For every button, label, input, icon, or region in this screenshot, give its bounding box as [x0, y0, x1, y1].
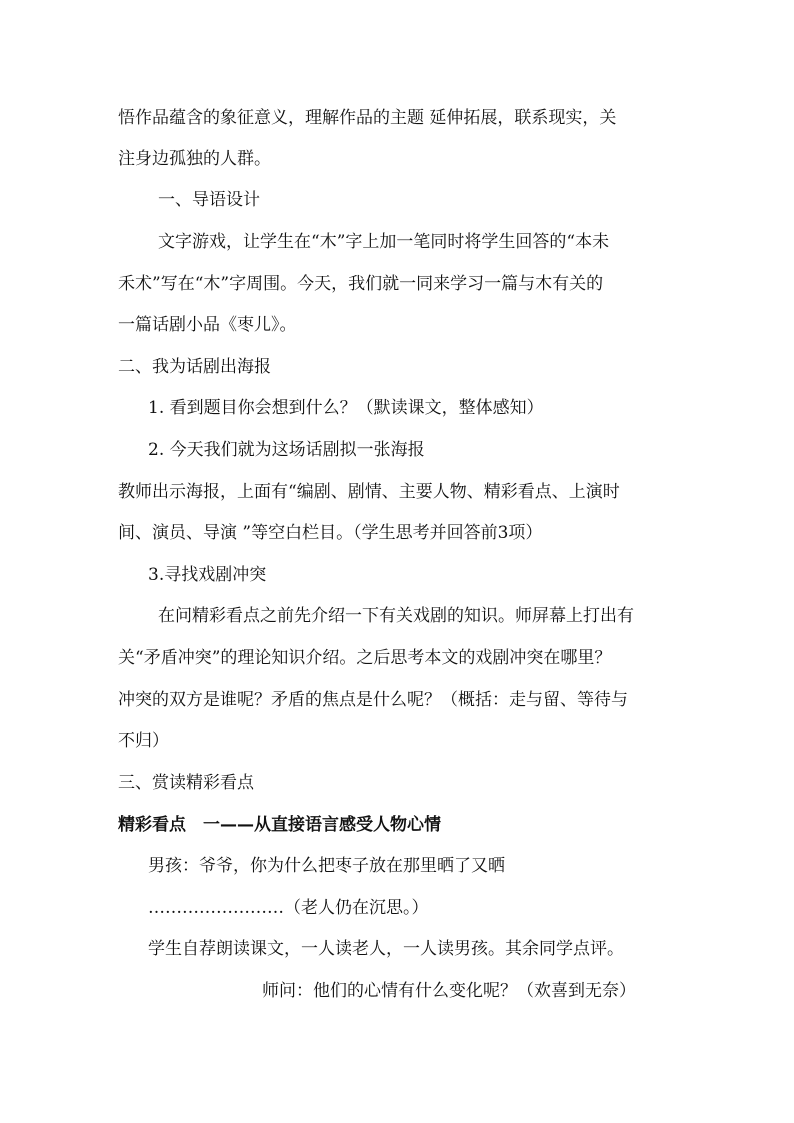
intro-line-2: 注身边孤独的人群。 [118, 149, 271, 169]
section2-para1-line-2: 间、演员、导演 ”等空白栏目。（学生思考并回答前3项） [118, 523, 543, 543]
section2-para2-line-3: 冲突的双方是谁呢？矛盾的焦点是什么呢？（概括：走与留、等待与 [118, 690, 628, 710]
section2-item-2: 2. 今天我们就为这场话剧拟一张海报 [148, 440, 425, 460]
section3-para-line-1: 学生自荐朗读课文，一人读老人，一人读男孩。其余同学点评。 [148, 939, 624, 959]
section2-para2-line-2: 关“矛盾冲突”的理论知识介绍。之后思考本文的戏剧冲突在哪里？ [118, 648, 612, 668]
section2-para2-line-1: 在问精彩看点之前先介绍一下有关戏剧的知识。师屏幕上打出有 [158, 606, 634, 626]
section2-para1-line-1: 教师出示海报，上面有“编剧、剧情、主要人物、精彩看点、上演时 [118, 482, 620, 502]
section1-line-1: 文字游戏，让学生在“木”字上加一笔同时将学生回答的“本未 [158, 232, 610, 252]
section2-item-3: 3.寻找戏剧冲突 [148, 565, 267, 585]
section-heading-2: 二、我为话剧出海报 [118, 357, 271, 377]
section-heading-1: 一、导语设计 [158, 190, 260, 210]
section1-line-3: 一篇话剧小品《枣儿》。 [118, 315, 297, 335]
intro-line-1: 悟作品蕴含的象征意义，理解作品的主题 延伸拓展，联系现实，关 [118, 108, 617, 128]
section2-item-1: 1. 看到题目你会想到什么？（默读课文，整体感知） [148, 398, 544, 418]
dialogue-line-2: ……………………（老人仍在沉思。） [148, 898, 429, 918]
section1-line-2: 禾术”写在“木”字周围。今天，我们就一同来学习一篇与木有关的 [118, 274, 604, 294]
section3-subheading: 精彩看点 一——从直接语言感受人物心情 [118, 815, 441, 835]
section3-question: 师问：他们的心情有什么变化呢？（欢喜到无奈） [262, 981, 636, 1001]
dialogue-line-1: 男孩：爷爷，你为什么把枣子放在那里晒了又晒 [148, 856, 505, 876]
section2-para2-line-4: 不归） [118, 731, 169, 751]
section-heading-3: 三、赏读精彩看点 [118, 773, 254, 793]
